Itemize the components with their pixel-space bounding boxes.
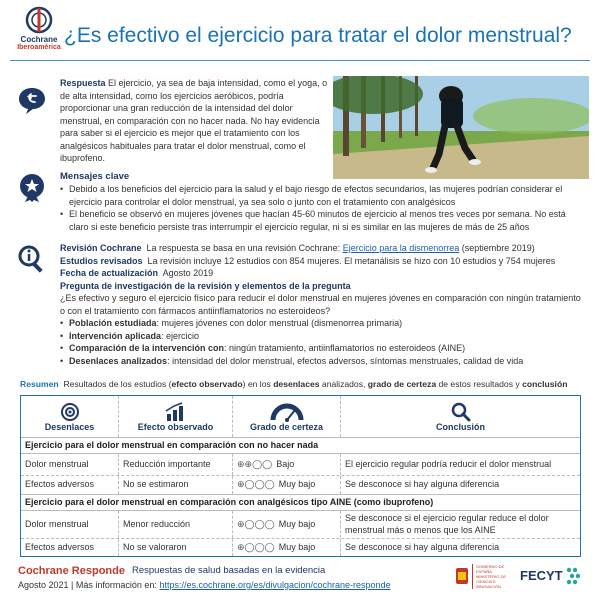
- review-date: (septiembre 2019): [461, 243, 535, 253]
- logo-name: Cochrane: [20, 35, 58, 44]
- summary-text: de estos resultados y: [436, 379, 523, 389]
- summary-text: ) en los: [242, 379, 274, 389]
- element-text: : ningún tratamiento, antiinflamatorios no esteroideos (AINE): [224, 343, 466, 353]
- cell-conclusion: Se desconoce si el ejercicio regular reduce el dolor menstrual más o menos que los AINE: [345, 512, 549, 535]
- cell-effect: No se valoraron: [119, 539, 233, 556]
- cell-outcome: Efectos adversos: [21, 476, 119, 494]
- studies-line: [60, 255, 585, 268]
- footer-title: Cochrane Responde: [18, 565, 125, 577]
- ministry-label: MINISTERIO DE CIENCIA E INNOVACIÓN: [476, 573, 507, 589]
- question-element: [60, 342, 585, 355]
- question-element: [60, 330, 585, 343]
- certainty-symbols: ⊕⊕◯◯: [237, 458, 273, 469]
- update-line: [60, 267, 585, 280]
- gauge-icon: [270, 402, 304, 422]
- cell-certainty: [233, 539, 341, 556]
- review-label: Revisión Cochrane: [60, 243, 142, 253]
- fecyt-logo: [520, 563, 581, 589]
- key-messages-label: Mensajes clave: [60, 171, 130, 182]
- cell-conclusion: El ejercicio regular podría reducir el dolor menstrual: [345, 458, 552, 469]
- summary-bold: conclusión: [522, 379, 568, 389]
- results-table: [20, 395, 581, 557]
- cochrane-logo-icon: [25, 6, 53, 34]
- element-label: Desenlaces analizados: [69, 355, 168, 366]
- runner-photo: [333, 76, 589, 179]
- summary-text: Resultados de los estudios (: [63, 379, 172, 389]
- studies-label: Estudios revisados: [60, 255, 143, 266]
- header-divider: [10, 60, 590, 61]
- footer-date: Agosto 2021 | Más información en:: [18, 580, 157, 590]
- cell-certainty: [233, 476, 341, 494]
- answer-label: Respuesta: [60, 78, 106, 88]
- summary-bold: efecto observado: [171, 379, 243, 389]
- header-label: Grado de certeza: [249, 422, 324, 433]
- cell-outcome: Dolor menstrual: [21, 511, 119, 538]
- update-label: Fecha de actualización: [60, 268, 159, 278]
- runner-park-image: [333, 76, 589, 179]
- cell-certainty: [233, 511, 341, 538]
- certainty-symbols: ⊕◯◯◯: [237, 518, 275, 529]
- cell-conclusion: Se desconoce si hay alguna diferencia: [345, 541, 500, 552]
- question-text: ¿Es efectivo y seguro el ejercicio físico para reducir el dolor menstrual en mujeres jóvenes en comparación con ningún tratamiento o con el tratamiento con fármacos antiinflamatorios no esteroideos?: [60, 293, 581, 316]
- bar-chart-icon: [164, 402, 188, 422]
- element-text: : ejercicio: [161, 330, 200, 341]
- table-row: [21, 476, 580, 495]
- element-label: Comparación de la intervención con: [69, 343, 225, 353]
- update-text: Agosto 2019: [162, 268, 214, 278]
- cell-conclusion: Se desconoce si hay alguna diferencia: [345, 479, 500, 490]
- footer-url-link[interactable]: https://es.cochrane.org/es/divulgacion/cochrane-responde: [159, 580, 391, 590]
- cochrane-logo: [14, 6, 64, 51]
- studies-text: La revisión incluye 12 estudios con 854 mujeres. El metanálisis se hizo con 10 estudios y 754 mujeres: [147, 255, 556, 266]
- key-message-item: • Debido a los beneficios del ejercicio para la salud y el bajo riesgo de efectos secundarios, las mujeres podrían considerar el ejercicio para controlar el dolor menstrual, ya sea solo o junto con el tratamiento con analgésicos: [60, 183, 585, 208]
- cell-effect: No se estimaron: [119, 476, 233, 494]
- table-section-title: Ejercicio para el dolor menstrual en comparación con analgésicos tipo AINE (como ibuprofeno): [21, 495, 580, 511]
- certainty-label: Bajo: [276, 458, 295, 469]
- header-effect: [119, 396, 233, 437]
- certainty-label: Muy bajo: [278, 541, 316, 552]
- magnifier-icon: [450, 402, 472, 422]
- table-row: [21, 511, 580, 539]
- fecyt-text: FECYT: [520, 567, 563, 583]
- header-label: Desenlaces: [44, 422, 95, 433]
- certainty-symbols: ⊕◯◯◯: [237, 479, 275, 490]
- key-messages-list: [60, 183, 585, 233]
- answer-block: [60, 77, 328, 165]
- cell-effect: Reducción importante: [119, 454, 233, 475]
- cell-effect: Menor reducción: [119, 511, 233, 538]
- review-line: [60, 242, 585, 255]
- logo-subtitle: Iberoamérica: [17, 44, 61, 51]
- element-label: Intervención aplicada: [69, 330, 162, 341]
- footer-info: [18, 580, 391, 592]
- question-label: Pregunta de investigación de la revisión y elementos de la pregunta: [60, 280, 351, 291]
- table-row: [21, 539, 580, 556]
- certainty-label: Muy bajo: [278, 518, 316, 529]
- cell-outcome: Efectos adversos: [21, 539, 119, 556]
- header-outcomes: [21, 396, 119, 437]
- summary-bold: desenlaces: [273, 379, 320, 389]
- summary-text: analizados,: [319, 379, 368, 389]
- header-certainty: [233, 396, 341, 437]
- element-label: Población estudiada: [69, 318, 157, 328]
- certainty-symbols: ⊕◯◯◯: [237, 541, 275, 552]
- gov-label: GOBIERNO DE ESPAÑA: [476, 563, 505, 574]
- table-header: [21, 396, 580, 438]
- summary-intro: [20, 378, 590, 391]
- speech-bubble-icon: [17, 86, 47, 116]
- spain-coat-of-arms-icon: [455, 566, 469, 586]
- page-title: ¿Es efectivo el ejercicio para tratar el dolor menstrual?: [64, 24, 572, 47]
- footer-subtitle: Respuestas de salud basadas en la evidencia: [132, 565, 326, 576]
- cell-outcome: Dolor menstrual: [21, 454, 119, 475]
- table-section-title: Ejercicio para el dolor menstrual en comparación con no hacer nada: [21, 438, 580, 454]
- table-row: [21, 454, 580, 476]
- summary-label: Resumen: [20, 379, 59, 389]
- magnifier-info-icon: [17, 244, 47, 274]
- key-message-item: • El beneficio se observó en mujeres jóvenes que hacían 45-60 minutos de ejercicio al menos tres veces por semana. No está claro si este beneficio persiste tras interrumpir el ejercicio regular, ni si es similar en las mujeres de más de 25 años: [60, 208, 585, 233]
- element-text: : mujeres jóvenes con dolor menstrual (dismenorrea primaria): [156, 318, 403, 328]
- header-label: Efecto observado: [137, 422, 214, 433]
- element-text: : intensidad del dolor menstrual, efectos adversos, síntomas menstruales, calidad de vida: [167, 355, 524, 366]
- question-element: [60, 355, 585, 368]
- star-badge-icon: [17, 173, 47, 203]
- fecyt-dots-icon: [565, 566, 581, 586]
- target-icon: [60, 402, 80, 422]
- cell-certainty: [233, 454, 341, 475]
- header-conclusion: [341, 396, 580, 437]
- question-element: [60, 317, 585, 330]
- certainty-label: Muy bajo: [278, 479, 316, 490]
- header-label: Conclusión: [436, 422, 485, 433]
- review-link[interactable]: Ejercicio para la dismenorrea: [342, 243, 460, 253]
- summary-bold: grado de certeza: [367, 379, 437, 389]
- question-elements: [60, 317, 585, 367]
- government-logo: [455, 563, 515, 589]
- answer-text: El ejercicio, ya sea de baja intensidad, como el yoga, o de alta intensidad, como los ejercicios aeróbicos, podría proporcionar una gran reducción de la intensidad del dolor menstrual, en comparación con no hacer nada. No hay evidencia para saber si el ejercicio es mejor que el tratamiento con los analgésicos habituales para tratar el dolor menstrual, como el ibuprofeno.: [60, 78, 328, 163]
- review-text: La respuesta se basa en una revisión Cochrane:: [146, 243, 341, 253]
- review-block: [60, 242, 585, 367]
